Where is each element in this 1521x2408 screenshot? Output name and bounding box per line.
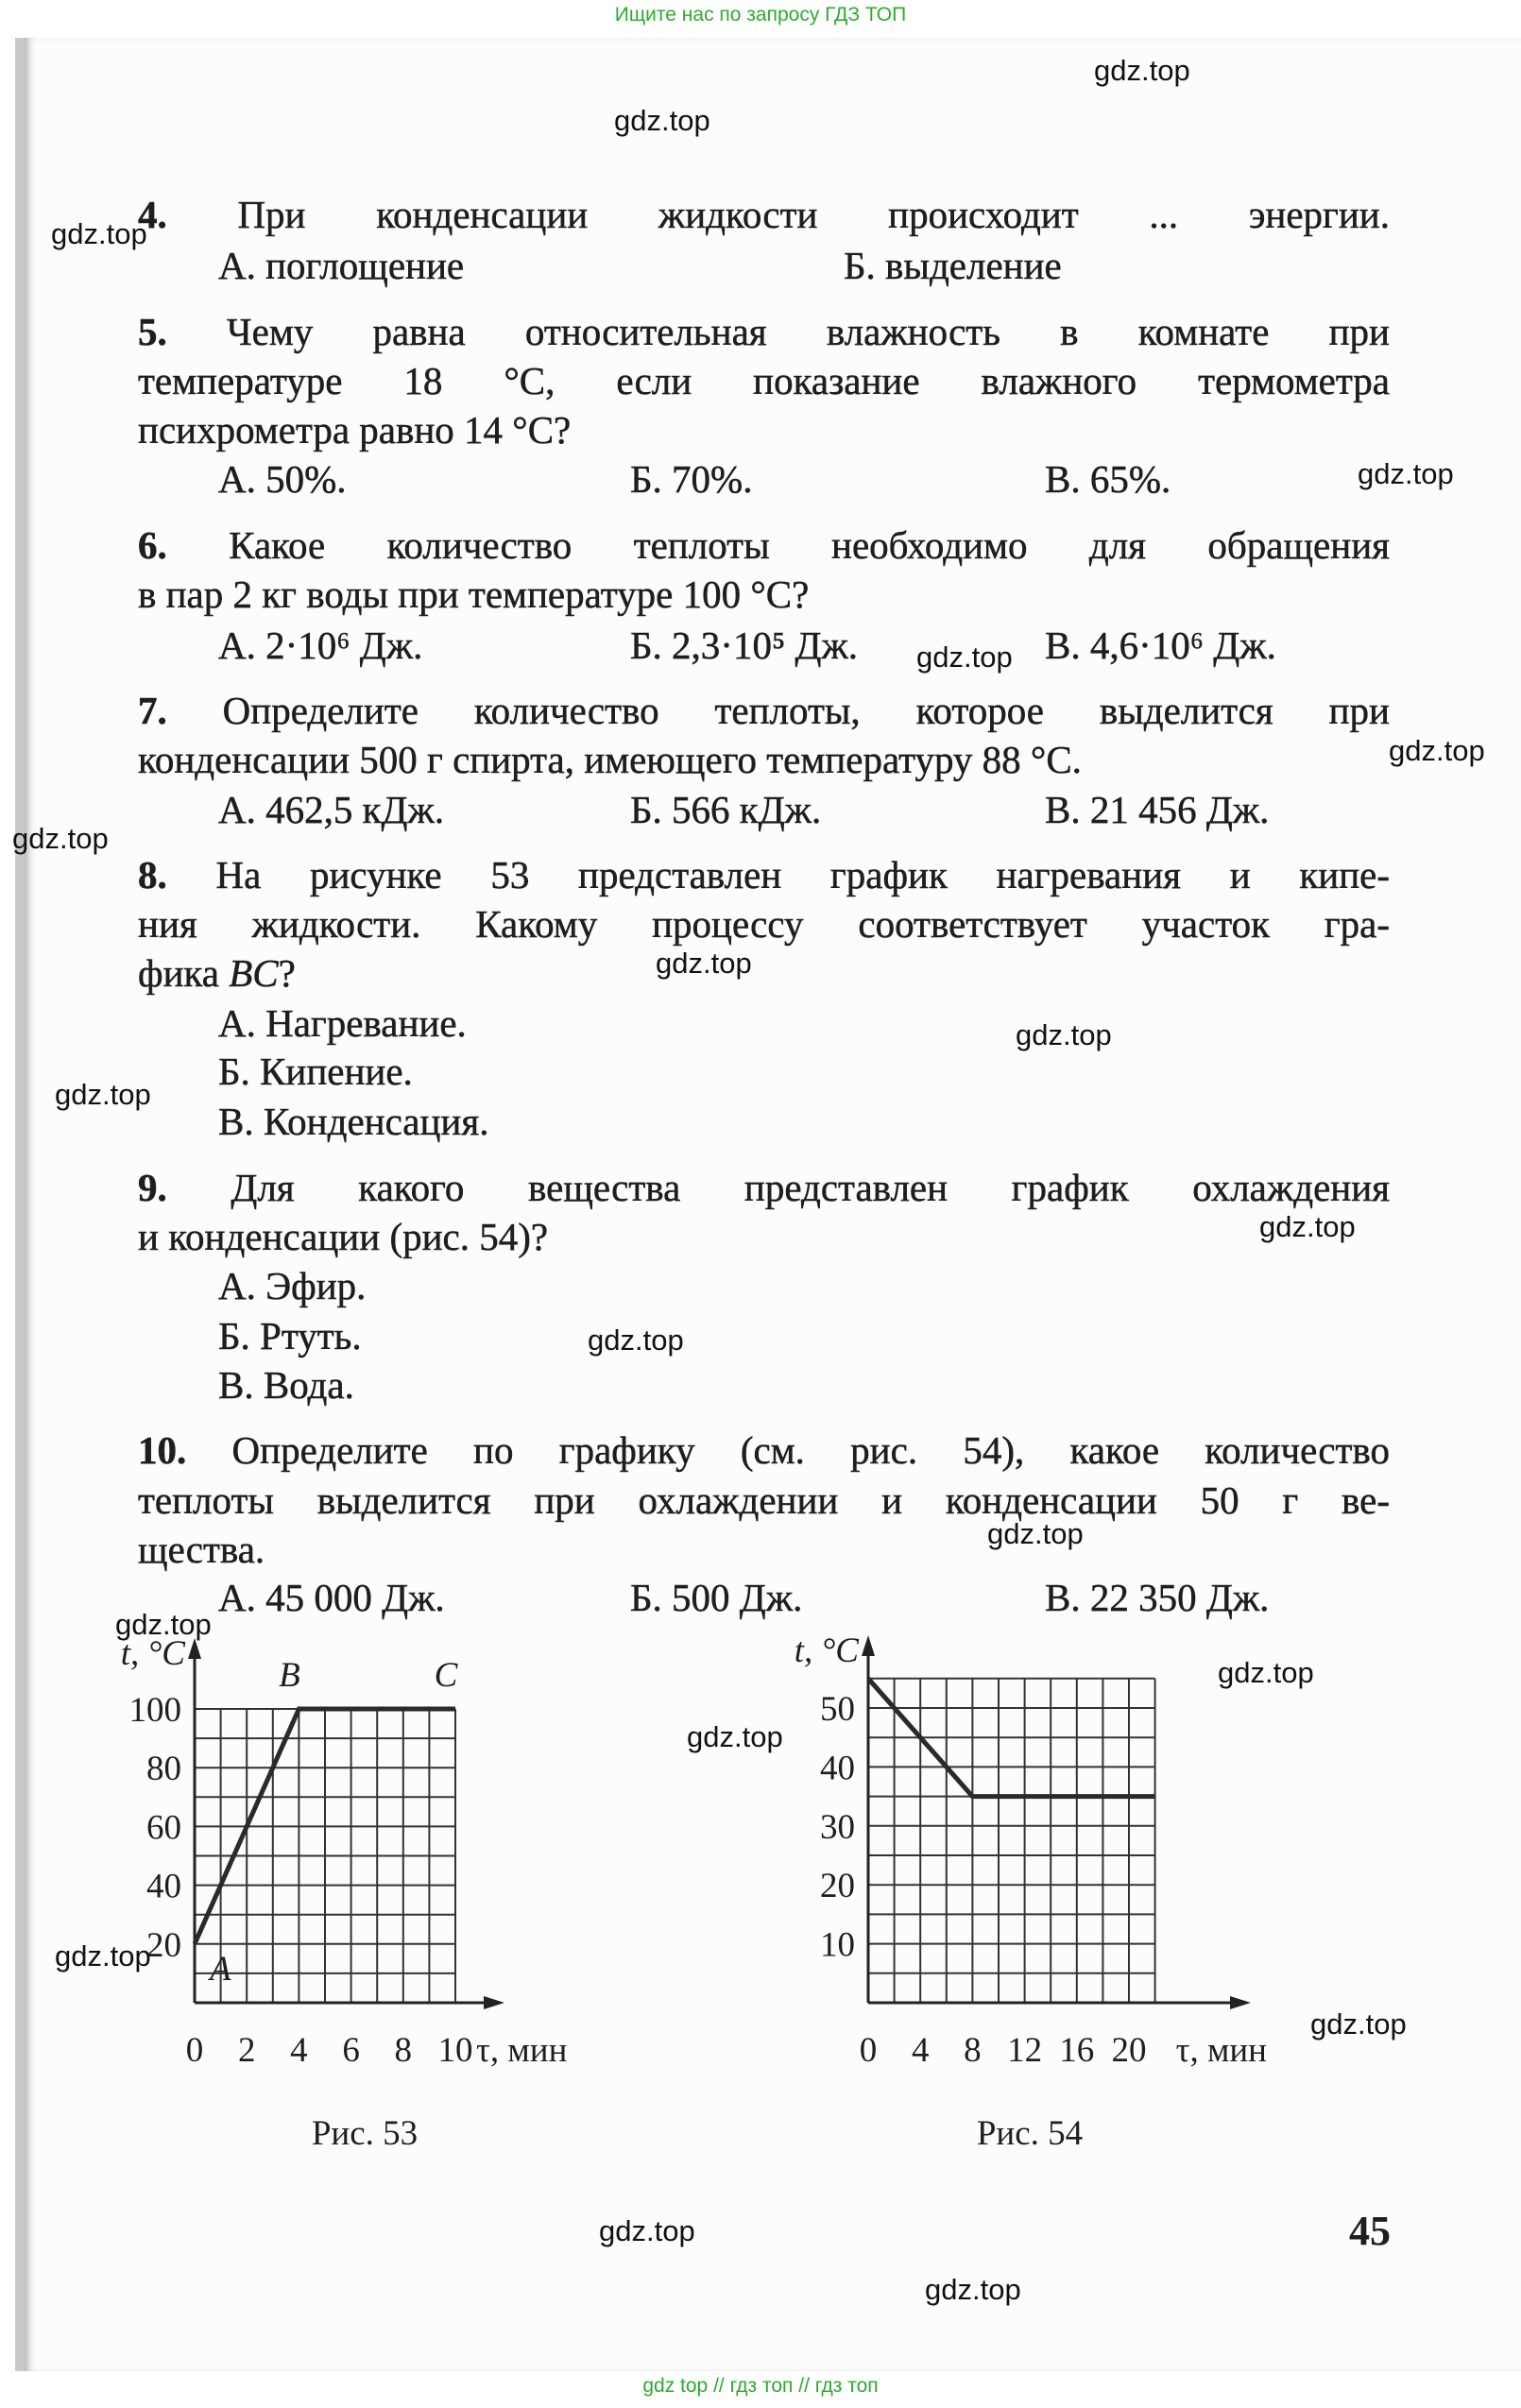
figure-caption: Рис. 54 <box>976 2114 1084 2153</box>
y-tick-label: 80 <box>146 1750 181 1789</box>
watermark: gdz.top <box>12 822 109 855</box>
y-tick-label: 20 <box>146 1925 181 1965</box>
point-label: C <box>434 1656 458 1695</box>
answer-option[interactable]: В. Конденсация. <box>218 1100 489 1143</box>
x-tick-label: 20 <box>1111 2031 1147 2070</box>
watermark: gdz.top <box>1016 1018 1112 1051</box>
y-tick-label: 100 <box>128 1691 181 1730</box>
watermark: gdz.top <box>588 1324 684 1357</box>
watermark: gdz.top <box>55 1078 151 1111</box>
answer-option[interactable]: А. 2·10⁶ Дж. <box>218 623 423 667</box>
y-tick-label: 10 <box>820 1925 855 1965</box>
question-text: Чему равна относительная влажность в комнате при <box>226 310 1390 353</box>
question-text: теплоты выделится при охлаждении и конденсации 50 г ве- <box>138 1478 1390 1522</box>
question-text: температуре 18 °С, если показание влажного термометра <box>138 359 1390 402</box>
watermark: gdz.top <box>55 1939 151 1973</box>
watermark: gdz.top <box>687 1720 783 1753</box>
x-tick-label: 4 <box>290 2031 308 2070</box>
question-text: Определите по графику (см. рис. 54), какое количество <box>231 1428 1391 1472</box>
segment-label: BC <box>229 951 279 995</box>
question-text: ния жидкости. Какому процессу соответствует участок гра- <box>138 902 1390 946</box>
y-tick-label: 60 <box>146 1808 181 1848</box>
question-number: 9. <box>138 1166 167 1209</box>
answer-option[interactable]: Б. 2,3·10⁵ Дж. <box>630 623 859 667</box>
y-axis-label: t, °С <box>120 1634 185 1673</box>
answer-option[interactable]: В. 4,6·10⁶ Дж. <box>1045 623 1276 667</box>
watermark: gdz.top <box>987 1517 1084 1550</box>
answer-option[interactable]: А. Нагревание. <box>218 1001 467 1045</box>
question-text: На рисунке 53 представлен график нагревания и кипе- <box>215 853 1390 897</box>
answer-option[interactable]: А. 45 000 Дж. <box>218 1576 445 1619</box>
question-text: щества. <box>138 1528 265 1571</box>
y-tick-label: 50 <box>820 1690 855 1729</box>
answer-option[interactable]: А. Эфир. <box>218 1264 367 1307</box>
question-text: конденсации 500 г спирта, имеющего температуру 88 °С. <box>138 738 1082 781</box>
x-tick-label: 0 <box>185 2031 204 2070</box>
answer-option[interactable]: Б. выделение <box>844 244 1062 287</box>
x-tick-label: 10 <box>437 2031 473 2070</box>
answer-option[interactable]: В. 65%. <box>1045 457 1171 501</box>
answer-option[interactable]: А. 462,5 кДж. <box>218 788 445 831</box>
watermark: gdz.top <box>656 947 752 980</box>
question-text: психрометра равно 14 °С? <box>138 408 572 452</box>
x-axis-arrow <box>484 1996 504 2009</box>
watermark: gdz.top <box>916 640 1013 674</box>
question-text: ? <box>278 951 296 995</box>
x-tick-label: 8 <box>394 2031 413 2070</box>
point-label: A <box>210 1949 231 1989</box>
watermark: gdz.top <box>1389 734 1485 767</box>
x-tick-label: 12 <box>1007 2031 1043 2070</box>
answer-option[interactable]: Б. 70%. <box>630 457 753 501</box>
question-number: 6. <box>138 523 167 567</box>
question-number: 10. <box>138 1428 187 1472</box>
watermark: gdz.top <box>925 2273 1021 2306</box>
question-number: 7. <box>138 689 167 732</box>
y-axis-label: t, °С <box>794 1631 859 1670</box>
question-number: 4. <box>138 193 167 236</box>
question-number: 8. <box>138 853 167 897</box>
x-tick-label: 6 <box>342 2031 360 2070</box>
watermark: gdz.top <box>51 217 147 250</box>
answer-option[interactable]: Б. Кипение. <box>218 1050 413 1093</box>
answer-option[interactable]: Б. 566 кДж. <box>630 788 822 831</box>
answer-option[interactable]: В. Вода. <box>218 1363 354 1407</box>
y-tick-label: 40 <box>146 1867 181 1906</box>
x-tick-label: 2 <box>237 2031 256 2070</box>
question-number: 5. <box>138 310 167 353</box>
answer-option[interactable]: В. 22 350 Дж. <box>1045 1576 1270 1619</box>
question-text: Определите количество теплоты, которое выделится при <box>222 689 1390 732</box>
question-text: фика <box>138 951 230 995</box>
top-banner[interactable]: Ищите нас по запросу ГДЗ ТОП <box>614 4 907 26</box>
y-axis-arrow <box>862 1635 875 1656</box>
x-axis-arrow <box>1230 1996 1251 2009</box>
watermark: gdz.top <box>115 1608 212 1641</box>
x-axis-label: τ, мин <box>476 2031 568 2070</box>
point-label: B <box>279 1656 300 1695</box>
watermark: gdz.top <box>1094 54 1190 87</box>
question-text: При конденсации жидкости происходит ... энергии. <box>237 193 1391 236</box>
x-tick-label: 8 <box>964 2031 982 2070</box>
y-tick-label: 40 <box>820 1749 855 1788</box>
watermark: gdz.top <box>1259 1210 1356 1243</box>
watermark: gdz.top <box>614 104 710 137</box>
x-tick-label: 16 <box>1059 2031 1095 2070</box>
question-text: в пар 2 кг воды при температуре 100 °С? <box>138 572 810 616</box>
answer-option[interactable]: Б. 500 Дж. <box>630 1576 803 1619</box>
y-tick-label: 30 <box>820 1807 855 1847</box>
question-text: и конденсации (рис. 54)? <box>138 1215 549 1258</box>
answer-option[interactable]: А. поглощение <box>218 244 465 287</box>
x-tick-label: 4 <box>911 2031 930 2070</box>
y-tick-label: 20 <box>820 1867 855 1906</box>
answer-option[interactable]: В. 21 456 Дж. <box>1045 788 1270 831</box>
x-axis-label: τ, мин <box>1175 2031 1267 2070</box>
watermark: gdz.top <box>1310 2007 1407 2041</box>
page-number: 45 <box>1349 2208 1391 2254</box>
figure-caption: Рис. 53 <box>311 2114 419 2153</box>
bottom-banner[interactable]: gdz top // гдз топ // гдз топ <box>642 2375 879 2397</box>
watermark: gdz.top <box>1358 457 1454 490</box>
x-tick-label: 0 <box>859 2031 878 2070</box>
watermark: gdz.top <box>599 2214 695 2247</box>
answer-option[interactable]: А. 50%. <box>218 457 347 501</box>
question-text: Для какого вещества представлен график охлаждения <box>231 1166 1391 1209</box>
question-text: Какое количество теплоты необходимо для обращения <box>229 523 1390 567</box>
watermark: gdz.top <box>1218 1656 1314 1689</box>
answer-option[interactable]: Б. Ртуть. <box>218 1314 362 1358</box>
